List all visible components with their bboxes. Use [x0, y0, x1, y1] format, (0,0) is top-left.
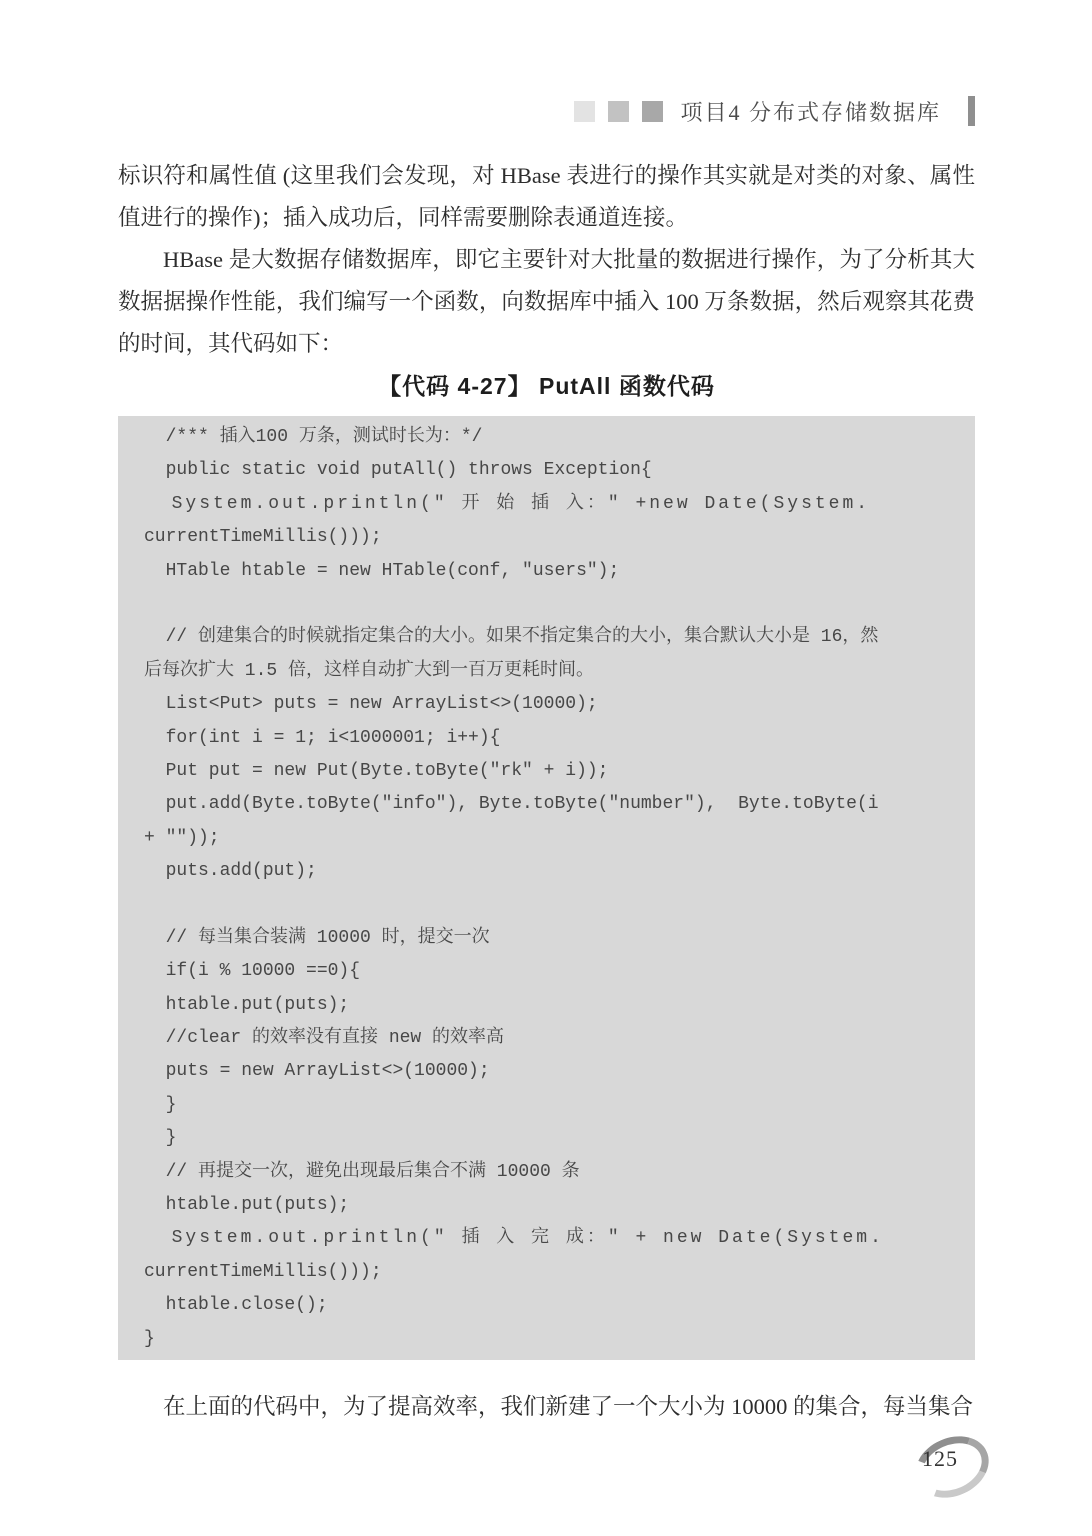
- page-number-decoration: [908, 1424, 998, 1514]
- header-bar: [968, 96, 975, 126]
- code-line: currentTimeMillis()));: [144, 527, 382, 548]
- code-line: + ""));: [144, 827, 220, 848]
- code-line: System.out.println(" 插 入 完 成：" + new Date(System.: [144, 1228, 884, 1249]
- paragraph-after-code: 在上面的代码中，为了提高效率，我们新建了一个大小为 10000 的集合，每当集合: [163, 1393, 974, 1419]
- code-line: 后每次扩大 1.5 倍，这样自动扩大到一百万更耗时间。: [144, 660, 595, 681]
- code-line: Put put = new Put(Byte.toByte("rk" + i));: [144, 760, 609, 781]
- code-line: public static void putAll() throws Exception{: [144, 460, 652, 481]
- code-line: [144, 888, 955, 921]
- header-square: [642, 101, 663, 122]
- page-number: 125: [922, 1446, 958, 1471]
- header-square: [574, 101, 595, 122]
- code-block: [118, 416, 975, 1360]
- code-line: [144, 588, 955, 621]
- code-line: // 每当集合装满 10000 时，提交一次: [144, 927, 490, 948]
- code-line: }: [144, 1328, 155, 1349]
- code-caption: 【代码 4-27】 PutAll 函数代码: [378, 373, 715, 399]
- code-line: List<Put> puts = new ArrayList<>(10000);: [144, 694, 598, 715]
- code-line: HTable htable = new HTable(conf, "users");: [144, 560, 620, 581]
- chapter-title: 项目4 分布式存储数据库: [680, 99, 941, 125]
- running-head: [0, 96, 975, 126]
- code-line: }: [144, 1128, 177, 1149]
- header-squares: [574, 101, 663, 122]
- code-line: }: [144, 1094, 177, 1115]
- code-line: //clear 的效率没有直接 new 的效率高: [144, 1028, 505, 1049]
- code-line: for(int i = 1; i<1000001; i++){: [144, 727, 501, 748]
- header-square: [608, 101, 629, 122]
- code-line: /*** 插入100 万条，测试时长为：*/: [144, 427, 483, 447]
- page-body: [118, 155, 975, 1428]
- code-line: puts.add(put);: [144, 861, 317, 882]
- code-line: htable.put(puts);: [144, 994, 350, 1015]
- code-line: if(i % 10000 ==0){: [144, 961, 361, 982]
- paragraph-hbase-intro: HBase 是大数据存储数据库，即它主要针对大批量的数据进行操作，为了分析其大数据据操作性能，我们编写一个函数，向数据库中插入 100 万条数据，然后观察其花费的时间，其代码如下：: [118, 247, 975, 356]
- code-line: htable.close();: [144, 1295, 328, 1316]
- code-line: System.out.println(" 开 始 插 入：" +new Date(System.: [144, 493, 871, 514]
- code-line: // 创建集合的时候就指定集合的大小。如果不指定集合的大小，集合默认大小是 16，然: [144, 627, 879, 648]
- paragraph-continued: 标识符和属性值 (这里我们会发现，对 HBase 表进行的操作其实就是对类的对象、属性值进行的操作)；插入成功后，同样需要删除表通道连接。: [118, 163, 975, 230]
- code-line: // 再提交一次，避免出现最后集合不满 10000 条: [144, 1161, 580, 1182]
- code-line: htable.put(puts);: [144, 1194, 350, 1215]
- code-line: currentTimeMillis()));: [144, 1261, 382, 1282]
- code-line: puts = new ArrayList<>(10000);: [144, 1061, 490, 1082]
- code-line: put.add(Byte.toByte("info"), Byte.toByte("number"), Byte.toByte(i: [144, 794, 879, 815]
